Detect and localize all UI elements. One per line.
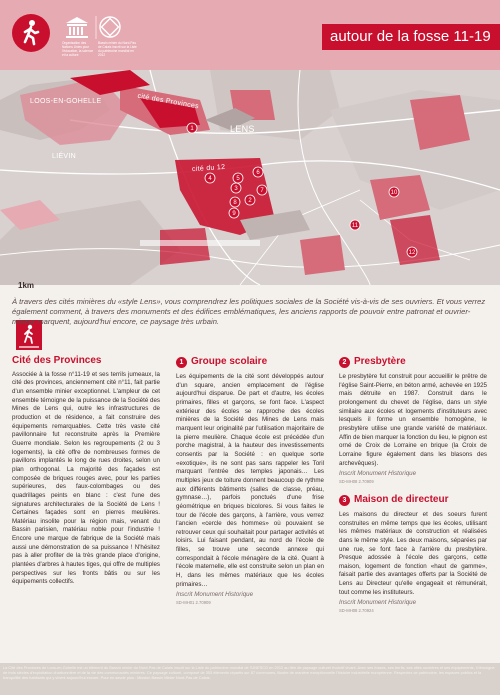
map-marker-2: 2 [248,198,252,204]
header-banner [0,0,500,70]
map-marker-11: 11 [351,223,359,229]
section-title-text: Cité des Provinces [12,355,102,366]
map-label-loos: LOOS-EN-GOHELLE [30,98,102,105]
column-provinces [12,357,160,587]
section-title-provinces [12,357,160,366]
reference-code: SD-MH08 2.70909 [339,478,374,484]
section-title-groupe-scolaire [176,357,324,368]
area-map [0,70,500,290]
reference-code: SD-MH08 2.70924 [339,608,374,614]
column-groupe-scolaire [176,357,324,606]
section-title-text: Maison de directeur [354,494,449,506]
scale-label: 1km [18,281,35,290]
map-marker-7: 7 [260,188,264,194]
map-label-cite-12: cité du 12 [191,163,226,174]
map-label-lens: LENS [230,124,255,134]
number-badge: 3 [339,495,350,506]
section-title-text: Groupe scolaire [191,356,268,368]
map-marker-9: 9 [232,211,236,217]
map-label-provinces: cité des Provinces [136,92,200,111]
map-marker-6: 6 [256,170,260,176]
inscrit-label: Inscrit Monument Historique [339,599,417,607]
walking-person-icon [12,14,50,52]
map-marker-5: 5 [236,176,240,182]
footer-text: La Cité des Provinces de Loos-en-Gohelle est un élément du Bassin minier du Nord-Pas de Calais inscrit sur la Liste du patrimoine mondial de l'UNESCO en 2012 au titre de paysage culturel évolutif vivant. Avec ses fosses, ses terrils, ses cités ouvrières et ses équipements, il témoigne de trois siècles d'exploitation charbonnière et de la vie des communautés minières. Ce paysage culturel, composé de 353 éléments répartis sur 87 communes, illustre de manière exceptionnelle l'histoire industrielle européenne. Respectez ce patrimoine, les espaces publics et la tranquillité des habitants qui y vivent aujourd'hui encore. Pour en savoir plus : Mission Bassin Minier Nord-Pas de Calais. [3,665,495,681]
number-badge: 2 [339,357,350,368]
map-marker-3: 3 [234,186,238,192]
map-label-lievin: LIÉVIN [52,153,76,160]
map-marker-8: 8 [233,200,237,206]
reference-code: SD-MH01 2.70909 [176,600,211,606]
footer-band [0,663,500,695]
unesco-org-text: Organisation des Nations Unies pour l'éducation, la science et la culture [62,41,94,57]
section-title-maison-directeur [339,495,487,506]
intro-text: À travers des cités minières du «style Lens», vous comprendrez les politiques sociales de la Société vis-à-vis de ses ouvriers. Et vous verrez également comment, à travers des monuments et des édifices emblématiques, les anciens rapports de pouvoir entre patronat et ouvrier-mineur marquent, aujourd'hui encore, ce paysage très urbain. [12,297,486,327]
map-marker-1: 1 [190,126,194,132]
inscrit-label: Inscrit Monument Historique [176,591,254,599]
number-badge: 1 [176,357,187,368]
section-text-presbytere: Le presbytère fut construit pour accueillir le prêtre de l'église Saint-Pierre, en béton armé, achevée en 1925 mais détruite en 1987. Construit dans le prolongement du chevet de l'église, dans un style similaire aux écoles et logements d'instituteurs avec lesquels il forme un ensemble homogène, le presbytère utilise une grande variété de matériaux. Affin de bien marquer la fonction du lieu, le pignon est orné de Croix de Lorraine en brique (la Croix de Lorraine figure également dans les blasons des archevêques). [339,373,487,467]
column-presbytere [339,357,487,614]
page-title: autour de la fosse 11-19 [330,28,491,45]
inscrit-label: Inscrit Monument Historique [339,470,417,478]
section-title-text: Presbytère [354,356,406,368]
map-marker-4: 4 [208,176,212,182]
unesco-logo [62,14,172,56]
world-heritage-text: Bassin minier du Nord-Pas de Calais inscrit sur la Liste du patrimoine mondial en 2012 [98,41,137,57]
section-text-provinces: Associée à la fosse n°11-19 et ses terrils jumeaux, la cité des provinces, anciennement cité n°11, fait partie d'un ensemble minier exceptionnel. L'ampleur de cet ensemble témoigne de la puissance de la Société des Mines de Lens qui, outre les infrastructures de production et de résidence, a fait construire des équipements remarquables. Cette très vaste cité pavillonnaire fut reconstruite après la Première Guerre mondiale. Selon les regroupements (2 ou 3 logements), la cité offre de nombreuses formes de pavillons implantés le long de rues droites, selon un plan orthogonal. La majorité des façades est composée de briques rouges avec, pour les parties supérieures, des faux-colombages ou des quadrillages peints en blanc : c'est l'une des signatures architecturales de la Société de Lens ! Certaines façades sont en pierres meulières. Matériau insolite pour la région mais, venant du Bassin parisien, matériau noble pour l'industrie ! Encore une marque de fabrique de la Société mais aussi une démonstration de sa puissance ! N'hésitez pas à aller profiter de la très grande place d'origine, plantées d'arbres à hautes tiges, qui offre de multiples perspectives sur les fronts bâtis ou sur les équipements collectifs. [12,370,160,586]
world-heritage-emblem [100,17,120,37]
map-marker-10: 10 [390,190,398,196]
section-text-maison-directeur: Les maisons du directeur et des soeurs furent construites en même temps que les écoles, utilisant les mêmes matériaux de construction et réalisées dans le même style. Les deux maisons, séparées par une rue, se font face à l'arrière du presbytère. Presque adossée à l'école des garçons, cette maison, logement de fonction «haut de gamme», faisait partie des avantages offerts par la Société de Lens au Directeur qu'elle engageait et rémunérait, tout comme les instituteurs. [339,510,487,596]
section-title-presbytere [339,357,487,368]
map-marker-12: 12 [408,250,416,256]
section-text-groupe-scolaire: Les équipements de la cité sont développés autour d'un square, ancien emplacement de l'église aujourd'hui disparue. De part et d'autre, les écoles primaires, filles et garçons, se font face. L'aspect extérieur des écoles se rapproche des écoles minières de la Société des Mines de Lens mais marquent leur originalité par l'utilisation majoritaire de la pierre meulière. Chaque école est précédée d'un porche magistral, à la hauteur des investissements consentis par la Société : en quelque sorte «exotique», ils ne sont pas sans rappeler les Toril marquant l'entrée des temples japonais… Les multiples jeux de toiture donnent beaucoup de rythme aux différents bâtiments (salles de classe, préau, gymnase…), parfois ponctués d'une frise géométrique en briques bicolores. Si vous faites le tour de l'école des garçons, à l'arrière, vous verrez l'ancien «cercle des hommes» où pouvaient se retrouver ceux qui souhaitait pour partager activités et loisirs. Lui faisant pendant, au nord de l'école de filles, se trouve une seconde annexe qui correspondait à l'école ménagère de la cité. Quant à l'école maternelle, elle est construite selon un plan en H, dans les mêmes matériaux que les écoles primaires… [176,373,324,588]
